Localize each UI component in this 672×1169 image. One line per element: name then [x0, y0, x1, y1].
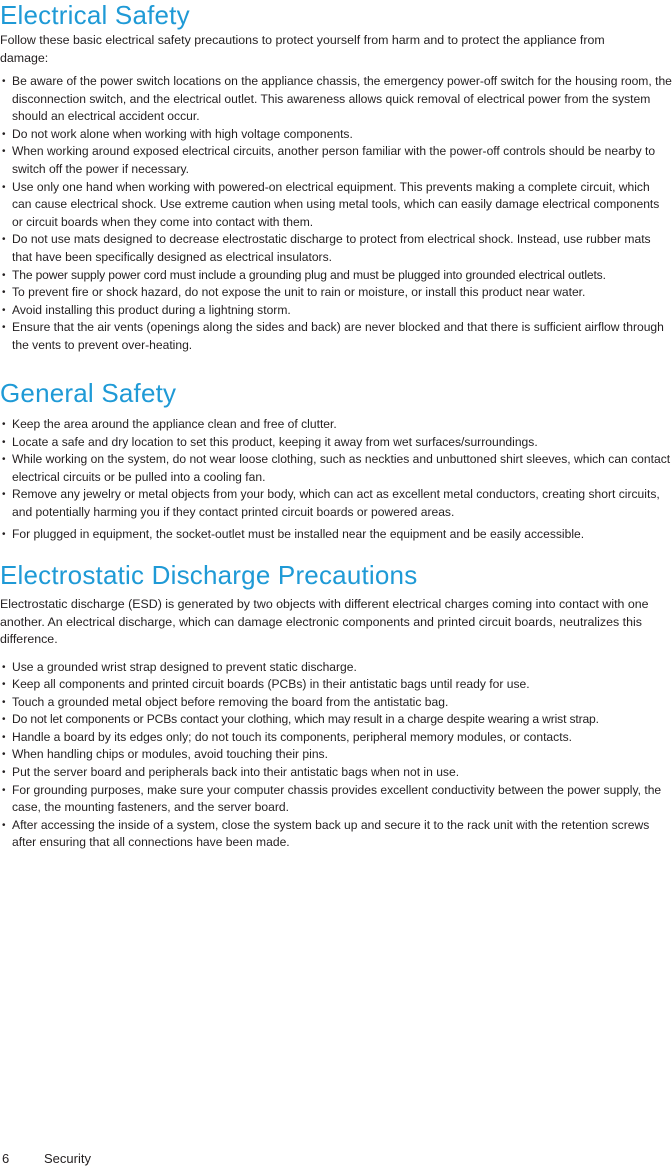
esd-precautions-section	[0, 560, 672, 852]
list-item: • Do not let components or PCBs contact your clothing, which may result in a charge despite wearing a wrist strap.	[0, 711, 672, 729]
list-item: • When working around exposed electrical circuits, another person familiar with the power-off controls should be nearby to switch off the power if necessary.	[0, 143, 672, 178]
list-item: • Do not work alone when working with high voltage components.	[0, 126, 672, 144]
list-item: • To prevent fire or shock hazard, do not expose the unit to rain or moisture, or install this product near water.	[0, 284, 672, 302]
list-item: • Do not use mats designed to decrease electrostatic discharge to protect from electrical shock. Instead, use rubber mats that have been specifically designed as electrical insulators.	[0, 231, 672, 266]
electrical-safety-heading: Electrical Safety	[0, 0, 190, 30]
esd-precautions-heading: Electrostatic Discharge Precautions	[0, 560, 418, 590]
page-number: 6	[2, 1151, 10, 1166]
list-item: • The power supply power cord must include a grounding plug and must be plugged into grounded electrical outlets.	[0, 267, 672, 285]
esd-precautions-list	[0, 659, 672, 853]
list-item: • Avoid installing this product during a lightning storm.	[0, 302, 672, 320]
electrical-safety-list	[0, 73, 672, 355]
list-item: • When handling chips or modules, avoid touching their pins.	[0, 746, 672, 764]
list-item: • After accessing the inside of a system, close the system back up and secure it to the rack unit with the retention screws after ensuring that all connections have been made.	[0, 817, 672, 852]
general-safety-list	[0, 416, 672, 543]
list-item: • For grounding purposes, make sure your computer chassis provides excellent conductivity between the power supply, the case, the mounting fasteners, and the server board.	[0, 782, 672, 817]
list-item: • Put the server board and peripherals back into their antistatic bags when not in use.	[0, 764, 672, 782]
list-item: • Handle a board by its edges only; do not touch its components, peripheral memory modules, or contacts.	[0, 729, 672, 747]
list-item: • Remove any jewelry or metal objects from your body, which can act as excellent metal conductors, creating short circuits, and potentially harming you if they contact printed circuit boards or powered areas.	[0, 486, 672, 521]
list-item: • Use only one hand when working with powered-on electrical equipment. This prevents making a complete circuit, which can cause electrical shock. Use extreme caution when using metal tools, which can easily damage electrical components or circuit boards when they come into contact with them.	[0, 179, 672, 232]
list-item: • Locate a safe and dry location to set this product, keeping it away from wet surfaces/surroundings.	[0, 434, 672, 452]
list-item: • Be aware of the power switch locations on the appliance chassis, the emergency power-off switch for the housing room, the disconnection switch, and the electrical outlet. This awareness allows quick removal of electrical power from the system should an electrical accident occur.	[0, 73, 672, 126]
list-item: • Use a grounded wrist strap designed to prevent static discharge.	[0, 659, 672, 677]
general-safety-section	[0, 378, 672, 543]
general-safety-heading: General Safety	[0, 378, 177, 408]
list-item: • While working on the system, do not wear loose clothing, such as neckties and unbuttoned shirt sleeves, which can contact electrical circuits or be pulled into a cooling fan.	[0, 451, 672, 486]
list-item: • Ensure that the air vents (openings along the sides and back) are never blocked and that there is sufficient airflow through the vents to prevent over-heating.	[0, 319, 672, 354]
list-item: • For plugged in equipment, the socket-outlet must be installed near the equipment and be easily accessible.	[0, 526, 672, 544]
electrical-safety-intro: Follow these basic electrical safety precautions to protect yourself from harm and to protect the appliance from damage:	[0, 33, 605, 65]
list-item: • Keep the area around the appliance clean and free of clutter.	[0, 416, 672, 434]
esd-precautions-intro: Electrostatic discharge (ESD) is generated by two objects with different electrical charges coming into contact with one another. An electrical discharge, which can damage electronic components and printed circuit boards, neutralizes this difference.	[0, 597, 649, 646]
footer-section-label: Security	[44, 1151, 91, 1166]
list-item: • Keep all components and printed circuit boards (PCBs) in their antistatic bags until ready for use.	[0, 676, 672, 694]
list-item: • Touch a grounded metal object before removing the board from the antistatic bag.	[0, 694, 672, 712]
electrical-safety-section	[0, 0, 672, 355]
